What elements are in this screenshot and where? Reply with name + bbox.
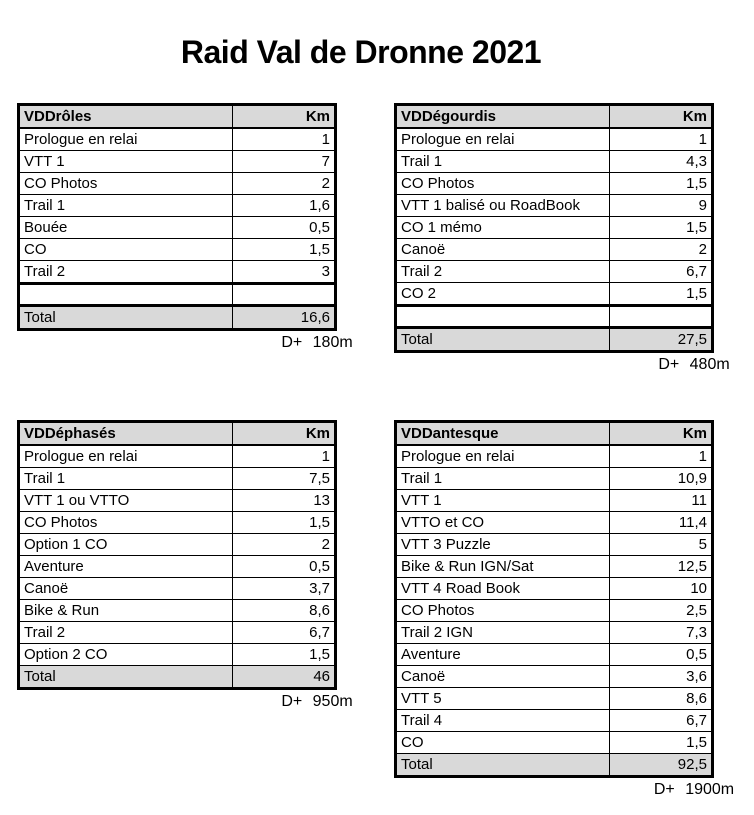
table-row	[19, 239, 336, 261]
table-row	[396, 128, 713, 151]
event-label: Trail 2	[19, 261, 233, 284]
event-table	[17, 103, 337, 331]
event-label: VTT 1	[19, 151, 233, 173]
total-value: 46	[233, 666, 336, 689]
event-label: Trail 1	[396, 151, 610, 173]
event-km-value	[233, 284, 336, 306]
event-km-value: 2	[610, 239, 713, 261]
event-label: Prologue en relai	[396, 445, 610, 468]
table-row	[396, 445, 713, 468]
event-label: Trail 4	[396, 710, 610, 732]
event-km-value: 6,7	[610, 710, 713, 732]
event-label: Trail 1	[19, 468, 233, 490]
table-row	[396, 512, 713, 534]
event-label: VTT 1 balisé ou RoadBook	[396, 195, 610, 217]
spacer-row	[19, 284, 336, 306]
event-km-value: 1	[610, 445, 713, 468]
event-label: CO 2	[396, 283, 610, 306]
event-table	[394, 103, 714, 353]
event-km-value: 6,7	[233, 622, 336, 644]
event-label	[19, 284, 233, 306]
table-header-row	[396, 422, 713, 446]
table-row	[396, 490, 713, 512]
table-row	[396, 195, 713, 217]
total-row	[396, 328, 713, 352]
event-km-value: 9	[610, 195, 713, 217]
table-row	[396, 283, 713, 306]
event-km-value: 2,5	[610, 600, 713, 622]
table-row	[396, 556, 713, 578]
km-column-header: Km	[610, 422, 713, 446]
event-km-value: 1	[233, 445, 336, 468]
table-row	[19, 622, 336, 644]
elevation-note: D+ 950m	[281, 693, 353, 710]
table-row	[19, 556, 336, 578]
event-km-value: 3,6	[610, 666, 713, 688]
event-label: VTT 3 Puzzle	[396, 534, 610, 556]
table-body	[19, 445, 336, 666]
event-km-value: 6,7	[610, 261, 713, 283]
table-body	[396, 445, 713, 754]
table-row	[396, 578, 713, 600]
event-km-value: 1	[610, 128, 713, 151]
event-km-value: 11,4	[610, 512, 713, 534]
table-body	[396, 128, 713, 328]
km-column-header: Km	[233, 105, 336, 129]
event-label: CO Photos	[396, 600, 610, 622]
table-row	[396, 151, 713, 173]
total-label: Total	[19, 666, 233, 689]
event-km-value: 2	[233, 534, 336, 556]
table-row	[19, 173, 336, 195]
table-title: VDDégourdis	[396, 105, 610, 129]
event-km-value: 1,5	[233, 239, 336, 261]
event-km-value: 10,9	[610, 468, 713, 490]
event-label: CO Photos	[19, 173, 233, 195]
table-row	[19, 195, 336, 217]
table-row	[19, 644, 336, 666]
event-km-value: 1,5	[610, 732, 713, 754]
table-block-vddegourdis	[394, 103, 730, 374]
event-label: Option 2 CO	[19, 644, 233, 666]
event-km-value: 4,3	[610, 151, 713, 173]
elevation-note: D+ 180m	[281, 334, 353, 351]
total-row	[396, 754, 713, 777]
event-label: Trail 2	[396, 261, 610, 283]
table-row	[396, 173, 713, 195]
total-row	[19, 306, 336, 330]
table-row	[396, 217, 713, 239]
km-column-header: Km	[233, 422, 336, 446]
table-row	[19, 490, 336, 512]
total-value: 16,6	[233, 306, 336, 330]
event-km-value: 1,5	[610, 173, 713, 195]
table-row	[19, 151, 336, 173]
event-km-value: 0,5	[233, 556, 336, 578]
table-header-row	[19, 105, 336, 129]
table-row	[396, 534, 713, 556]
event-label: Prologue en relai	[396, 128, 610, 151]
table-row	[19, 600, 336, 622]
table-row	[396, 600, 713, 622]
table-row	[19, 578, 336, 600]
table-header-row	[396, 105, 713, 129]
event-km-value: 7	[233, 151, 336, 173]
event-km-value: 1,5	[610, 217, 713, 239]
event-km-value: 7,3	[610, 622, 713, 644]
event-km-value: 1,6	[233, 195, 336, 217]
event-km-value: 0,5	[610, 644, 713, 666]
event-label: Bike & Run IGN/Sat	[396, 556, 610, 578]
event-label: CO Photos	[19, 512, 233, 534]
event-label: Canoë	[396, 239, 610, 261]
event-label: VTT 1	[396, 490, 610, 512]
event-km-value: 11	[610, 490, 713, 512]
event-label: Aventure	[19, 556, 233, 578]
event-table	[394, 420, 714, 778]
event-km-value: 7,5	[233, 468, 336, 490]
table-row	[19, 261, 336, 284]
km-column-header: Km	[610, 105, 713, 129]
total-row	[19, 666, 336, 689]
total-label: Total	[396, 754, 610, 777]
table-block-vddroles	[17, 103, 353, 352]
event-label: Prologue en relai	[19, 128, 233, 151]
event-label: Canoë	[19, 578, 233, 600]
event-km-value: 8,6	[610, 688, 713, 710]
table-row	[19, 512, 336, 534]
table-body	[19, 128, 336, 306]
event-label: Trail 2 IGN	[396, 622, 610, 644]
total-value: 27,5	[610, 328, 713, 352]
event-km-value: 0,5	[233, 217, 336, 239]
event-label: Canoë	[396, 666, 610, 688]
event-km-value: 1	[233, 128, 336, 151]
event-label: CO Photos	[396, 173, 610, 195]
event-label: VTTO et CO	[396, 512, 610, 534]
event-km-value: 10	[610, 578, 713, 600]
event-km-value	[610, 306, 713, 328]
event-label: Option 1 CO	[19, 534, 233, 556]
elevation-note: D+ 1900m	[653, 781, 735, 798]
table-block-vddephases	[17, 420, 353, 711]
table-row	[396, 622, 713, 644]
total-label: Total	[396, 328, 610, 352]
table-title: VDDrôles	[19, 105, 233, 129]
table-row	[19, 445, 336, 468]
event-km-value: 1,5	[233, 644, 336, 666]
elevation-note: D+ 480m	[658, 356, 730, 373]
event-label: Prologue en relai	[19, 445, 233, 468]
event-label: VTT 1 ou VTTO	[19, 490, 233, 512]
table-title: VDDéphasés	[19, 422, 233, 446]
event-km-value: 3,7	[233, 578, 336, 600]
event-km-value: 2	[233, 173, 336, 195]
event-label: Bouée	[19, 217, 233, 239]
table-row	[396, 732, 713, 754]
table-row	[396, 239, 713, 261]
table-row	[19, 468, 336, 490]
page-title: Raid Val de Dronne 2021	[180, 34, 542, 71]
event-km-value: 8,6	[233, 600, 336, 622]
table-title: VDDantesque	[396, 422, 610, 446]
event-label: VTT 5	[396, 688, 610, 710]
event-label: CO 1 mémo	[396, 217, 610, 239]
event-label: Trail 1	[396, 468, 610, 490]
event-km-value: 5	[610, 534, 713, 556]
event-label: Trail 1	[19, 195, 233, 217]
table-row	[396, 644, 713, 666]
event-km-value: 13	[233, 490, 336, 512]
table-row	[19, 534, 336, 556]
event-km-value: 1,5	[610, 283, 713, 306]
event-label: CO	[396, 732, 610, 754]
event-label: Bike & Run	[19, 600, 233, 622]
event-label: VTT 4 Road Book	[396, 578, 610, 600]
table-row	[396, 468, 713, 490]
event-label: CO	[19, 239, 233, 261]
table-row	[396, 666, 713, 688]
event-km-value: 3	[233, 261, 336, 284]
table-block-vddantesque	[394, 420, 735, 799]
table-row	[19, 217, 336, 239]
table-header-row	[19, 422, 336, 446]
event-label: Trail 2	[19, 622, 233, 644]
event-label	[396, 306, 610, 328]
spacer-row	[396, 306, 713, 328]
event-label: Aventure	[396, 644, 610, 666]
table-row	[396, 710, 713, 732]
event-table	[17, 420, 337, 690]
table-row	[396, 688, 713, 710]
event-km-value: 1,5	[233, 512, 336, 534]
total-value: 92,5	[610, 754, 713, 777]
event-km-value: 12,5	[610, 556, 713, 578]
total-label: Total	[19, 306, 233, 330]
table-row	[19, 128, 336, 151]
table-row	[396, 261, 713, 283]
